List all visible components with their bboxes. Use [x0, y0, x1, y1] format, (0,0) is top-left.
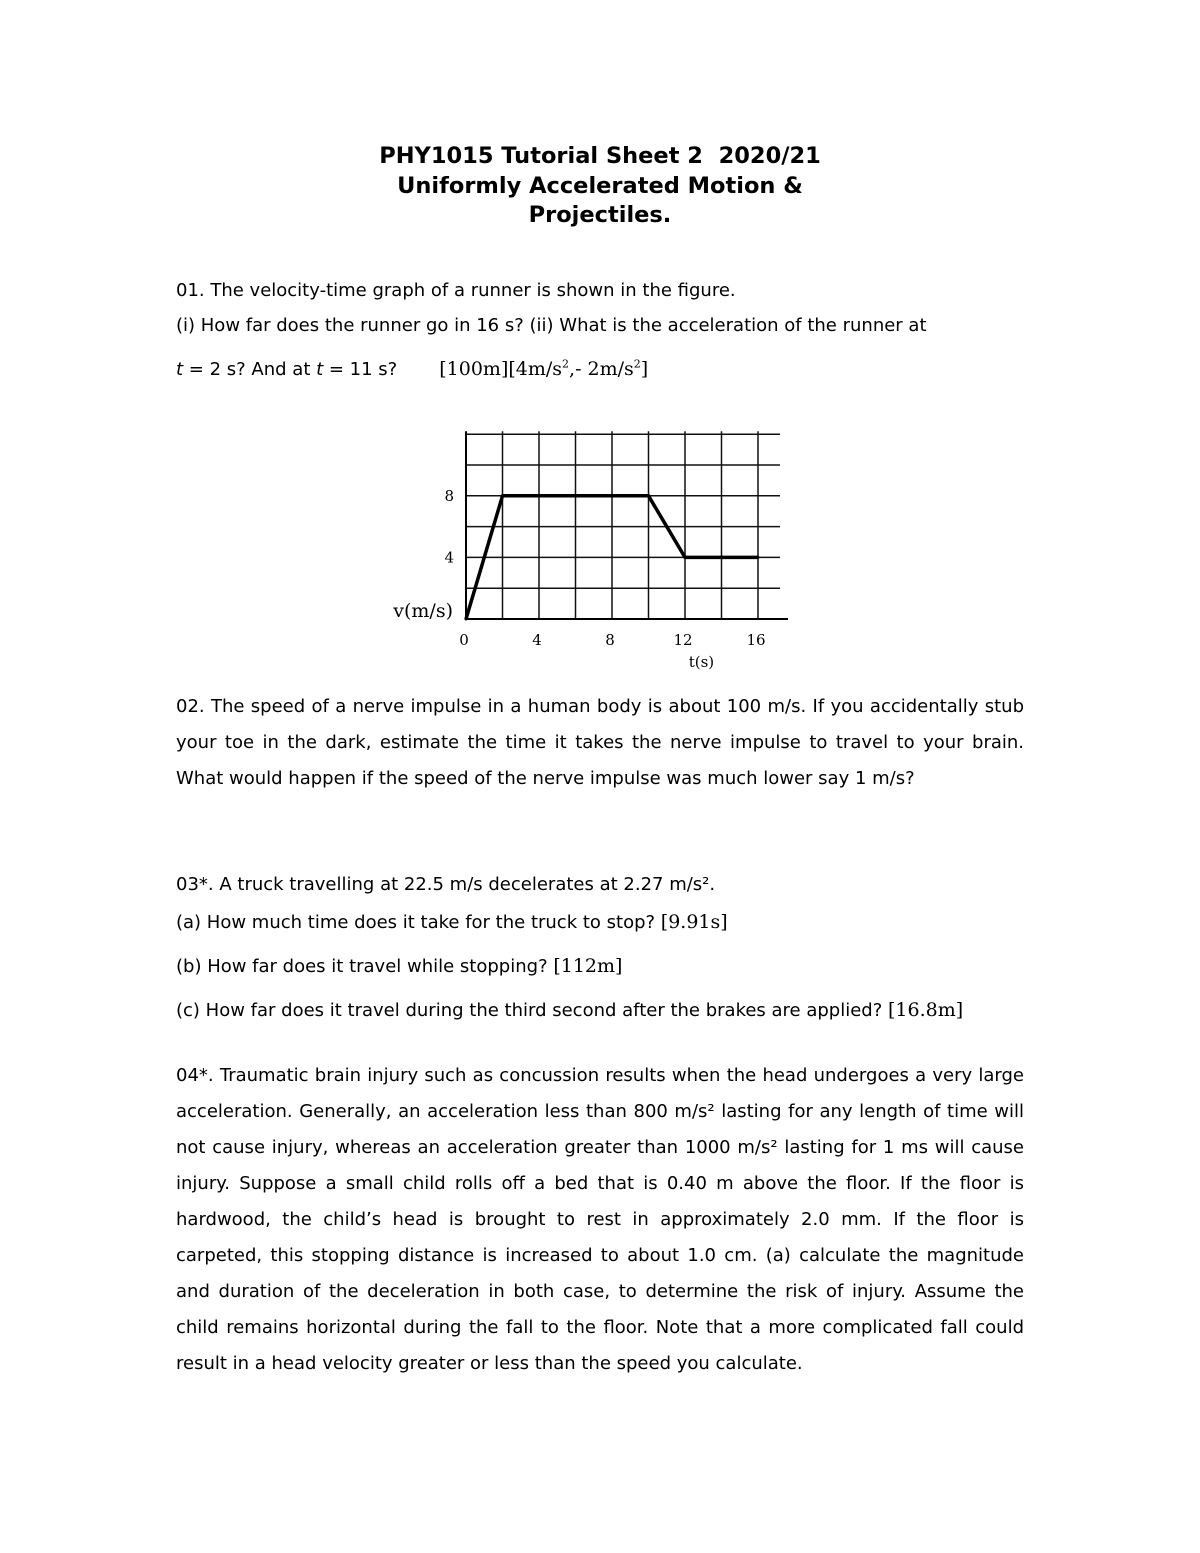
q1-answer-a: [100m][4m/s: [439, 358, 563, 380]
y-tick-label: 4: [444, 548, 454, 567]
q3-c-text: (c) How far does it travel during the third second after the brakes are applied?: [176, 1000, 889, 1021]
q1-answer-exp-2: 2: [633, 357, 641, 371]
question-4: 04*. Traumatic brain injury such as concussion results when the head undergoes a very large acceleration. Generally, an acceleration less than 800 m/s² lasting for any length of time will not cause injury, whereas an acceleration greater than 1000 m/s² lasting for 1 ms will cause injury. Suppose a small child rolls off a bed that is 0.40 m above the floor. If the floor is hardwood, the child’s head is brought to rest in approximately 2.0 mm. If the floor is carpeted, this stopping distance is increased to about 1.0 cm. (a) calculate the magnitude and duration of the deceleration in both case, to determine the risk of injury. Assume the child remains horizontal during the fall to the floor. Note that a more complicated fall could result in a head velocity greater or less than the speed you calculate.: [176, 1065, 1024, 1374]
y-axis-label: v(m/s): [393, 600, 453, 622]
title-line-1: PHY1015 Tutorial Sheet 2 2020/21: [379, 143, 821, 169]
q1-answer-c: ]: [640, 358, 649, 380]
chart-tick-labels: [444, 487, 765, 649]
q1-answer-exp-1: 2: [562, 357, 570, 371]
title-line-2: Uniformly Accelerated Motion &: [397, 172, 803, 199]
q3-a-answer: [9.91s]: [660, 911, 728, 933]
q1-answer-b: ,- 2m/s: [569, 358, 634, 380]
question-2: 02. The speed of a nerve impulse in a human body is about 100 m/s. If you accidentally stub your toe in the dark, estimate the time it takes the nerve impulse to travel to your brain. What would happen if the speed of the nerve impulse was much lower say 1 m/s?: [176, 696, 1024, 789]
q3-part-a: [176, 904, 1024, 941]
q1-eq-b: = 11 s?: [323, 359, 398, 380]
q3-b-answer: [112m]: [553, 955, 623, 977]
x-tick-label: 8: [605, 631, 615, 649]
x-tick-label: 12: [673, 631, 693, 649]
q1-line-3: [176, 351, 1024, 388]
chart-axes: [466, 431, 788, 619]
q3-c-answer: [16.8m]: [888, 999, 964, 1021]
q1-t-variable-2: t: [316, 359, 324, 380]
q1-answer: [439, 358, 648, 380]
x-tick-label: 4: [532, 631, 542, 649]
q1-line-1: 01. The velocity-time graph of a runner is shown in the figure.: [176, 280, 736, 301]
q3-intro: 03*. A truck travelling at 22.5 m/s decelerates at 2.27 m/s².: [176, 874, 716, 895]
q1-line-2: (i) How far does the runner go in 16 s? (ii) What is the acceleration of the runner at: [176, 315, 927, 336]
velocity-point: [647, 494, 650, 497]
q3-part-c: [176, 992, 1024, 1029]
x-tick-label: 0: [459, 631, 469, 649]
q3-part-b: [176, 948, 1024, 985]
chart-grid: [466, 431, 780, 619]
velocity-point: [501, 494, 504, 497]
q3-b-text: (b) How far does it travel while stopping?: [176, 956, 554, 977]
title-line-3: Projectiles.: [528, 202, 672, 228]
y-tick-label: 8: [444, 486, 454, 505]
q1-eq-a: = 2 s? And at: [183, 359, 317, 380]
velocity-point: [757, 556, 760, 559]
velocity-point: [465, 618, 468, 621]
chart-axis-labels: [392, 600, 714, 671]
x-tick-label: 16: [746, 631, 766, 649]
q1-t-variable-1: t: [176, 359, 184, 380]
x-axis-label: t(s): [688, 653, 715, 671]
q3-a-text: (a) How much time does it take for the truck to stop?: [176, 912, 661, 933]
velocity-time-graph: [380, 420, 800, 680]
page-title: [0, 142, 1200, 231]
velocity-point: [684, 556, 687, 559]
